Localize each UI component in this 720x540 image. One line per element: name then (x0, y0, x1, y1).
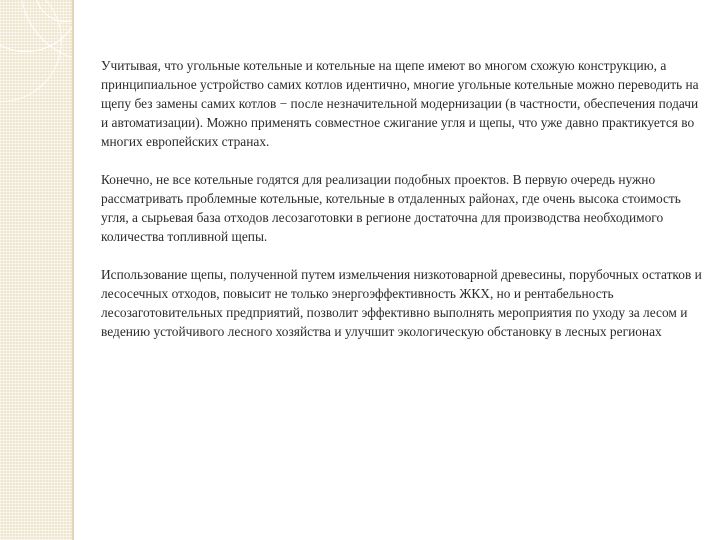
paragraph-suitable-boilers: Конечно, не все котельные годятся для реализации подобных проектов. В первую очередь нужно рассматривать проблемные котельные, котельные в отдаленных районах, где очень высока стоимость угля, а сырьевая база отходов лесозаготовки в регионе достаточна для производства необходимого количества топливной щепы. (101, 172, 681, 244)
paragraph-benefits: Использование щепы, полученной путем измельчения низкотоварной древесины, порубочных остатков и лесосечных отходов, повысит не только энергоэффективность ЖКХ, но и рентабельность лесозаготовительных предприятий, позволит эффективно выполнять мероприятия по уходу за лесом и ведению устойчивого лесного хозяйства и улучшит экологическую обстановку в лесных регионах (101, 267, 702, 339)
slide-body-text (101, 56, 707, 360)
decorative-side-band (0, 0, 72, 540)
band-edge-divider (72, 0, 74, 540)
paragraph-coal-to-chips: Учитывая, что угольные котельные и котельные на щепе имеют во многом схожую конструкцию, а принципиальное устройство самих котлов идентично, многие угольные котельные можно переводить на щепу без замены самих котлов − после незначительной модернизации (в частности, обеспечения подачи и автоматизации). Можно применять совместное сжигание угля и щепы, что уже давно практикуется во многих европейских странах. (101, 58, 699, 149)
